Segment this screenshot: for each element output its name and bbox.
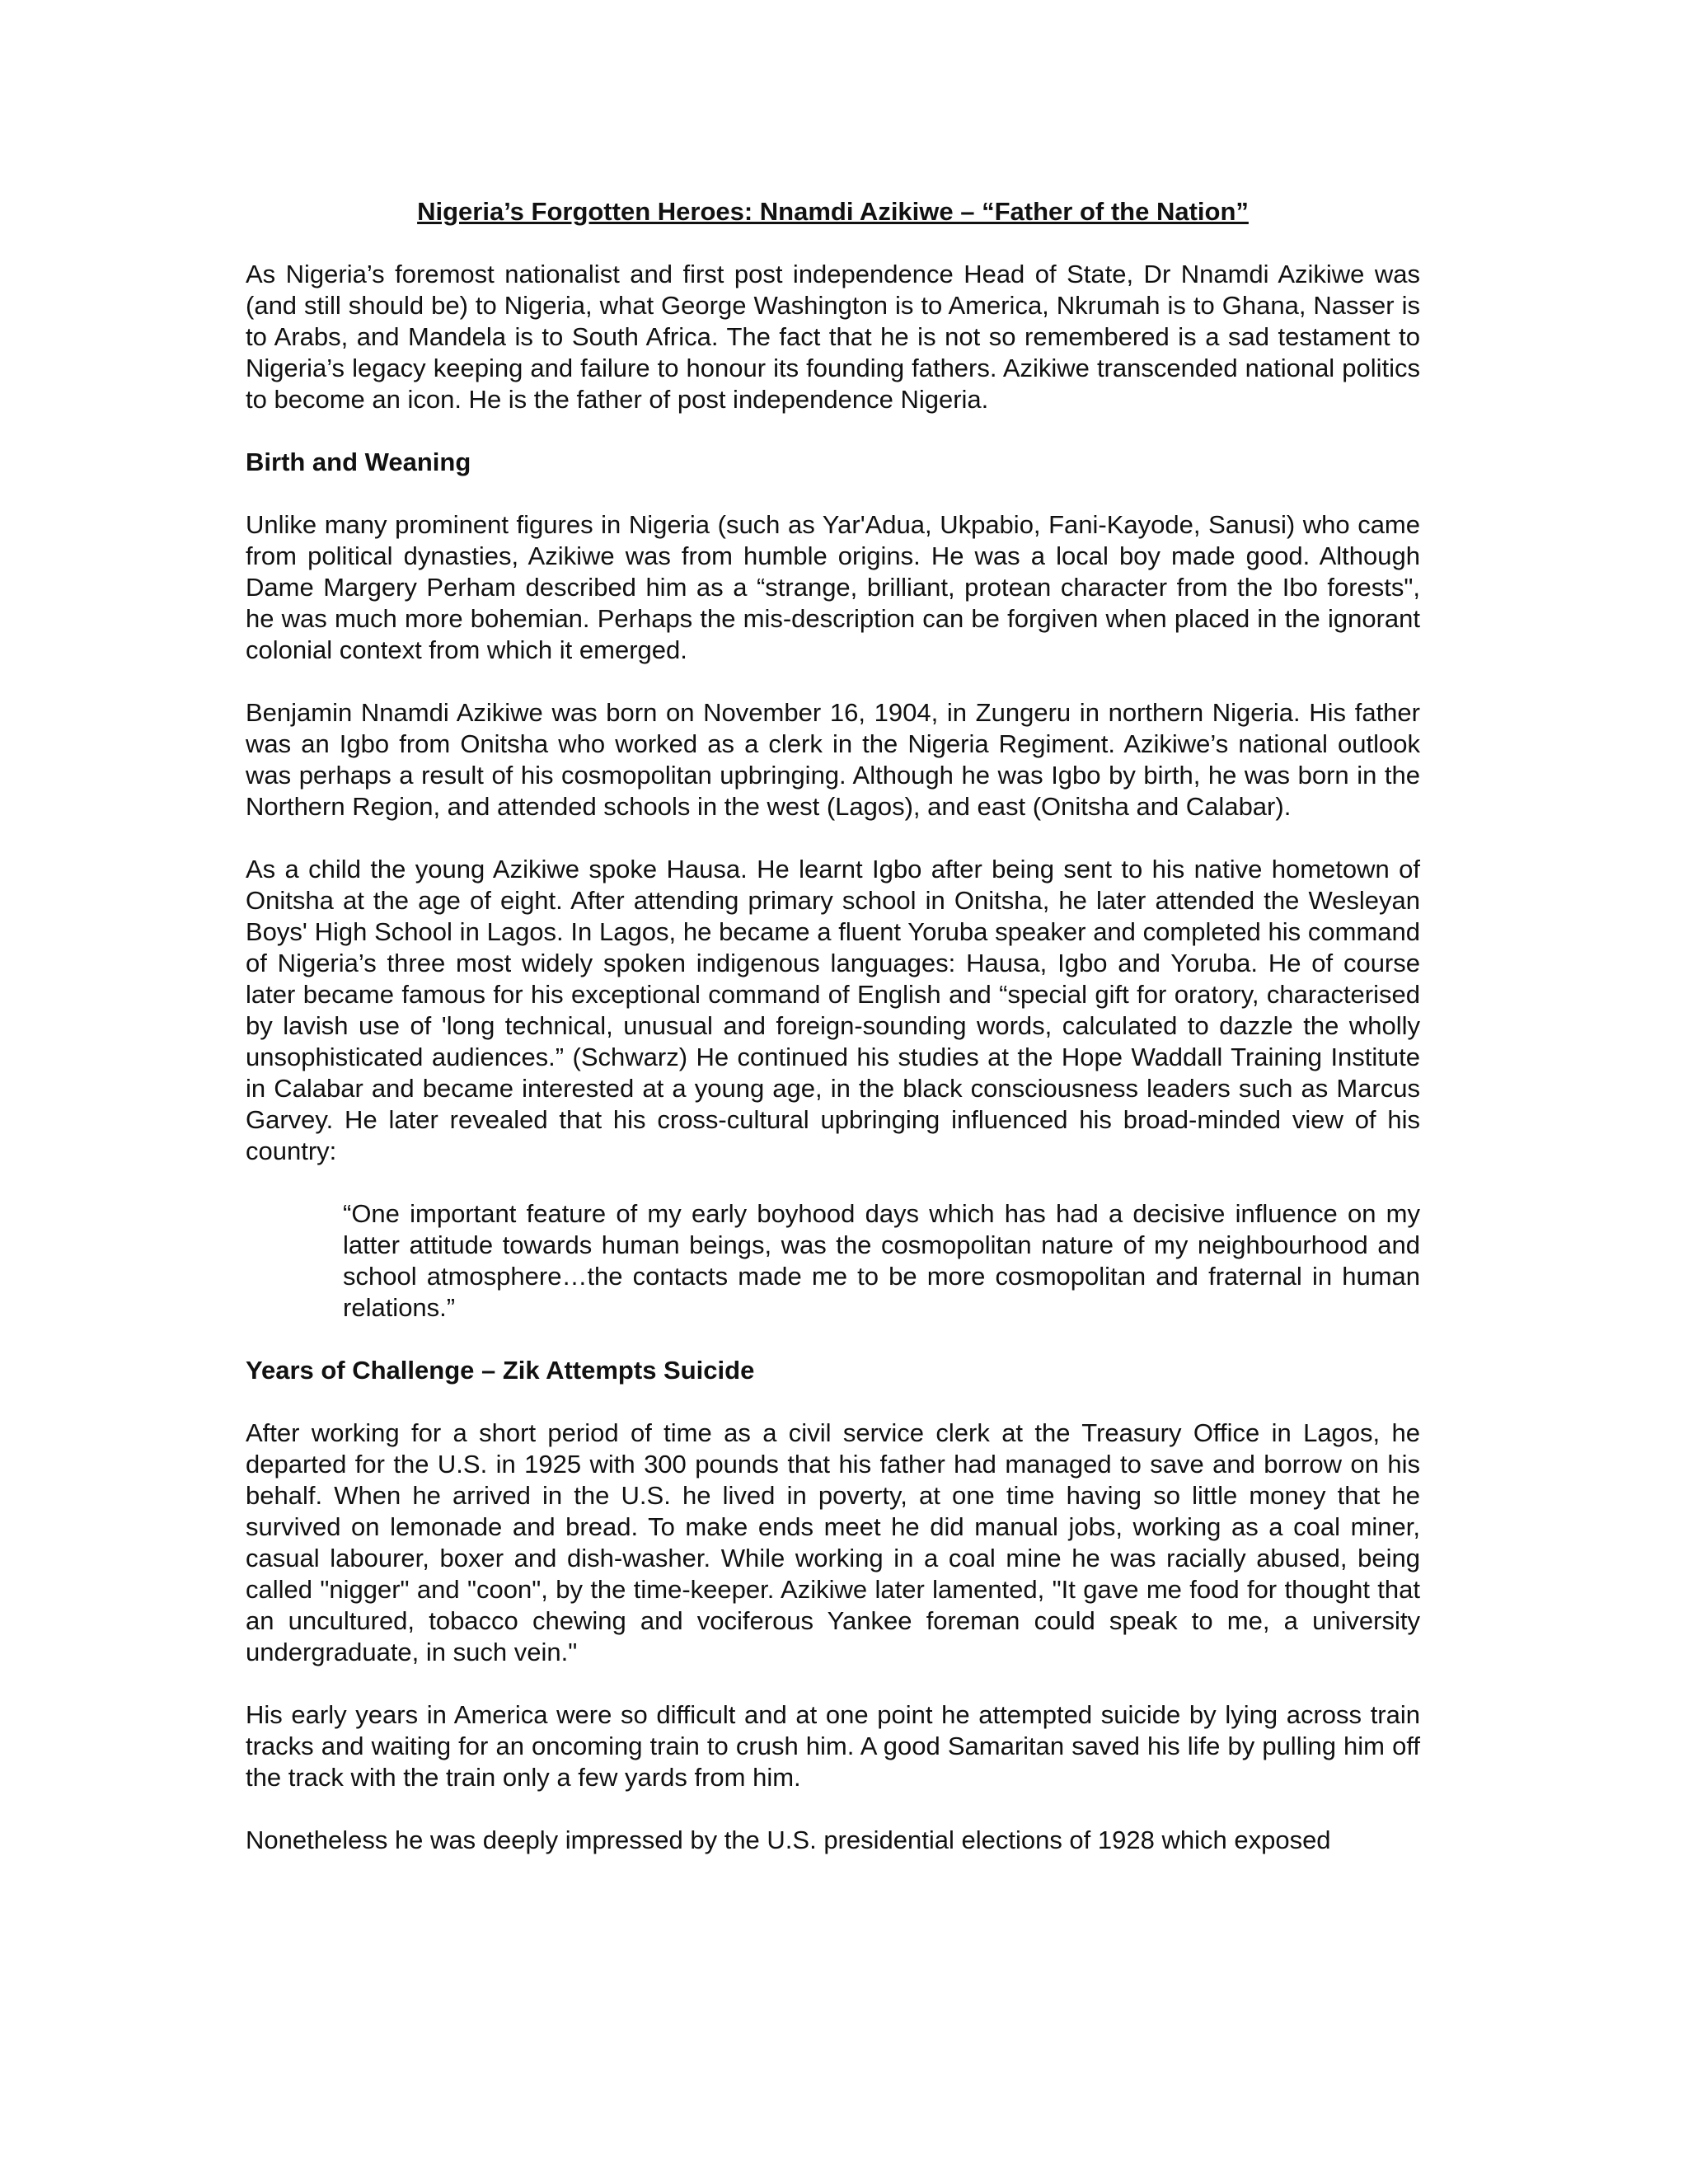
birth-paragraph-1: Unlike many prominent figures in Nigeria (such as Yar'Adua, Ukpabio, Fani-Kayode, Sanusi) who came from political dynasties, Azikiwe was from humble origins. He was a local boy made good. Although Dame Margery Perham described him as a “strange, brilliant, protean character from the Ibo forests", he was much more bohemian. Perhaps the mis-description can be forgiven when placed in the ignorant colonial context from which it emerged. <box>246 510 1420 664</box>
birth-paragraph-2: Benjamin Nnamdi Azikiwe was born on November 16, 1904, in Zungeru in northern Nigeria. His father was an Igbo from Onitsha who worked as a clerk in the Nigeria Regiment. Azikiwe’s national outlook was perhaps a result of his cosmopolitan upbringing. Although he was Igbo by birth, he was born in the Northern Region, and attended schools in the west (Lagos), and east (Onitsha and Calabar). <box>246 698 1420 821</box>
challenge-paragraph-3: Nonetheless he was deeply impressed by the U.S. presidential elections of 1928 which exposed <box>246 1825 1331 1854</box>
challenge-paragraph-2: His early years in America were so difficult and at one point he attempted suicide by lying across train tracks and waiting for an oncoming train to crush him. A good Samaritan saved his life by pulling him off the track with the train only a few yards from him. <box>246 1700 1420 1792</box>
block-quote: “One important feature of my early boyhood days which has had a decisive influence on my latter attitude towards human beings, was the cosmopolitan nature of my neighbourhood and school atmosphere…the contacts made me to be more cosmopolitan and fraternal in human relations.” <box>343 1199 1420 1322</box>
document-title: Nigeria’s Forgotten Heroes: Nnamdi Azikiwe – “Father of the Nation” <box>417 197 1249 226</box>
birth-paragraph-3: As a child the young Azikiwe spoke Hausa. He learnt Igbo after being sent to his native hometown of Onitsha at the age of eight. After attending primary school in Onitsha, he later attended the Wesleyan Boys' High School in Lagos. In Lagos, he became a fluent Yoruba speaker and completed his command of Nigeria’s three most widely spoken indigenous languages: Hausa, Igbo and Yoruba. He of course later became famous for his exceptional command of English and “special gift for oratory, characterised by lavish use of 'long technical, unusual and foreign-sounding words, calculated to dazzle the wholly unsophisticated audiences.” (Schwarz) He continued his studies at the Hope Waddall Training Institute in Calabar and became interested at a young age, in the black consciousness leaders such as Marcus Garvey. He later revealed that his cross-cultural upbringing influenced his broad-minded view of his country: <box>246 855 1420 1165</box>
document-body <box>246 196 1420 1856</box>
challenge-paragraph-1: After working for a short period of time as a civil service clerk at the Treasury Office in Lagos, he departed for the U.S. in 1925 with 300 pounds that his father had managed to save and borrow on his behalf. When he arrived in the U.S. he lived in poverty, at one time having so little money that he survived on lemonade and bread. To make ends meet he did manual jobs, working as a coal miner, casual labourer, boxer and dish-washer. While working in a coal mine he was racially abused, being called "nigger" and "coon", by the time-keeper. Azikiwe later lamented, "It gave me food for thought that an uncultured, tobacco chewing and vociferous Yankee foreman could speak to me, a university undergraduate, in such vein." <box>246 1418 1420 1666</box>
intro-paragraph: As Nigeria’s foremost nationalist and first post independence Head of State, Dr Nnamdi Azikiwe was (and still should be) to Nigeria, what George Washington is to America, Nkrumah is to Ghana, Nasser is to Arabs, and Mandela is to South Africa. The fact that he is not so remembered is a sad testament to Nigeria’s legacy keeping and failure to honour its founding fathers. Azikiwe transcended national politics to become an icon. He is the father of post independence Nigeria. <box>246 260 1420 414</box>
section-heading-birth: Birth and Weaning <box>246 448 471 476</box>
section-heading-challenge: Years of Challenge – Zik Attempts Suicide <box>246 1356 755 1385</box>
